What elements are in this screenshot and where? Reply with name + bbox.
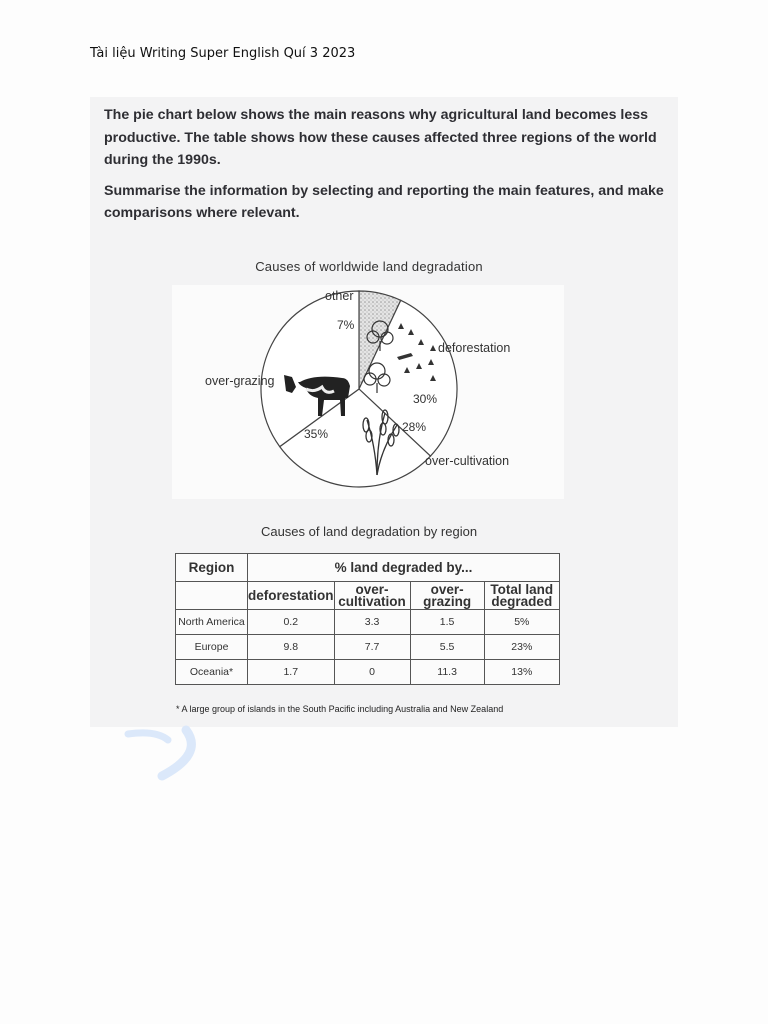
table-cell: 3.3 — [334, 610, 410, 635]
table-cell: 5.5 — [410, 635, 484, 660]
header-group: % land degraded by... — [247, 554, 559, 582]
slice-label-over-cultivation: over-cultivation — [425, 454, 510, 468]
slice-value-over-cultivation: 28% — [402, 420, 427, 434]
table-cell: 11.3 — [410, 660, 484, 685]
row-region: North America — [176, 610, 248, 635]
slice-label-deforestation: deforestation — [438, 341, 511, 355]
header-region: Region — [176, 554, 248, 582]
column-header: over- grazing — [410, 582, 484, 610]
table-row — [176, 610, 560, 635]
table-cell: 13% — [484, 660, 559, 685]
slice-label-over-grazing: over-grazing — [205, 374, 275, 388]
column-header: over- cultivation — [334, 582, 410, 610]
watermark-logo — [118, 722, 208, 782]
table-row — [176, 660, 560, 685]
table-cell: 0 — [334, 660, 410, 685]
table-cell: 5% — [484, 610, 559, 635]
row-region: Europe — [176, 635, 248, 660]
slice-value-deforestation: 30% — [413, 392, 438, 406]
table-cell: 7.7 — [334, 635, 410, 660]
table-cell: 23% — [484, 635, 559, 660]
slice-value-over-grazing: 35% — [304, 427, 329, 441]
pie-chart — [172, 285, 564, 499]
row-region: Oceania* — [176, 660, 248, 685]
table-subheader-row — [176, 582, 560, 610]
column-header: deforestation — [247, 582, 334, 610]
table-title: Causes of land degradation by region — [260, 524, 478, 539]
table-header-row — [176, 554, 560, 582]
prompt-paragraph-1: The pie chart below shows the main reasons why agricultural land becomes less productive. The table shows how these causes affected three regions of the world during the 1990s. — [104, 107, 657, 168]
table-cell: 9.8 — [247, 635, 334, 660]
subheader-empty — [176, 582, 248, 610]
degradation-table — [175, 553, 560, 685]
column-header: Total land degraded — [484, 582, 559, 610]
slice-label-other: other — [325, 289, 354, 303]
table-cell: 1.7 — [247, 660, 334, 685]
pie-chart-title: Causes of worldwide land degradation — [255, 259, 483, 274]
table-cell: 0.2 — [247, 610, 334, 635]
task-prompt — [104, 104, 670, 233]
slice-value-other: 7% — [337, 318, 355, 332]
table-footnote: * A large group of islands in the South Pacific including Australia and New Zealand — [176, 704, 504, 714]
table-row — [176, 635, 560, 660]
prompt-paragraph-2: Summarise the information by selecting and reporting the main features, and make comparisons where relevant. — [104, 182, 664, 221]
page-header: Tài liệu Writing Super English Quí 3 2023 — [90, 46, 356, 61]
table-cell: 1.5 — [410, 610, 484, 635]
